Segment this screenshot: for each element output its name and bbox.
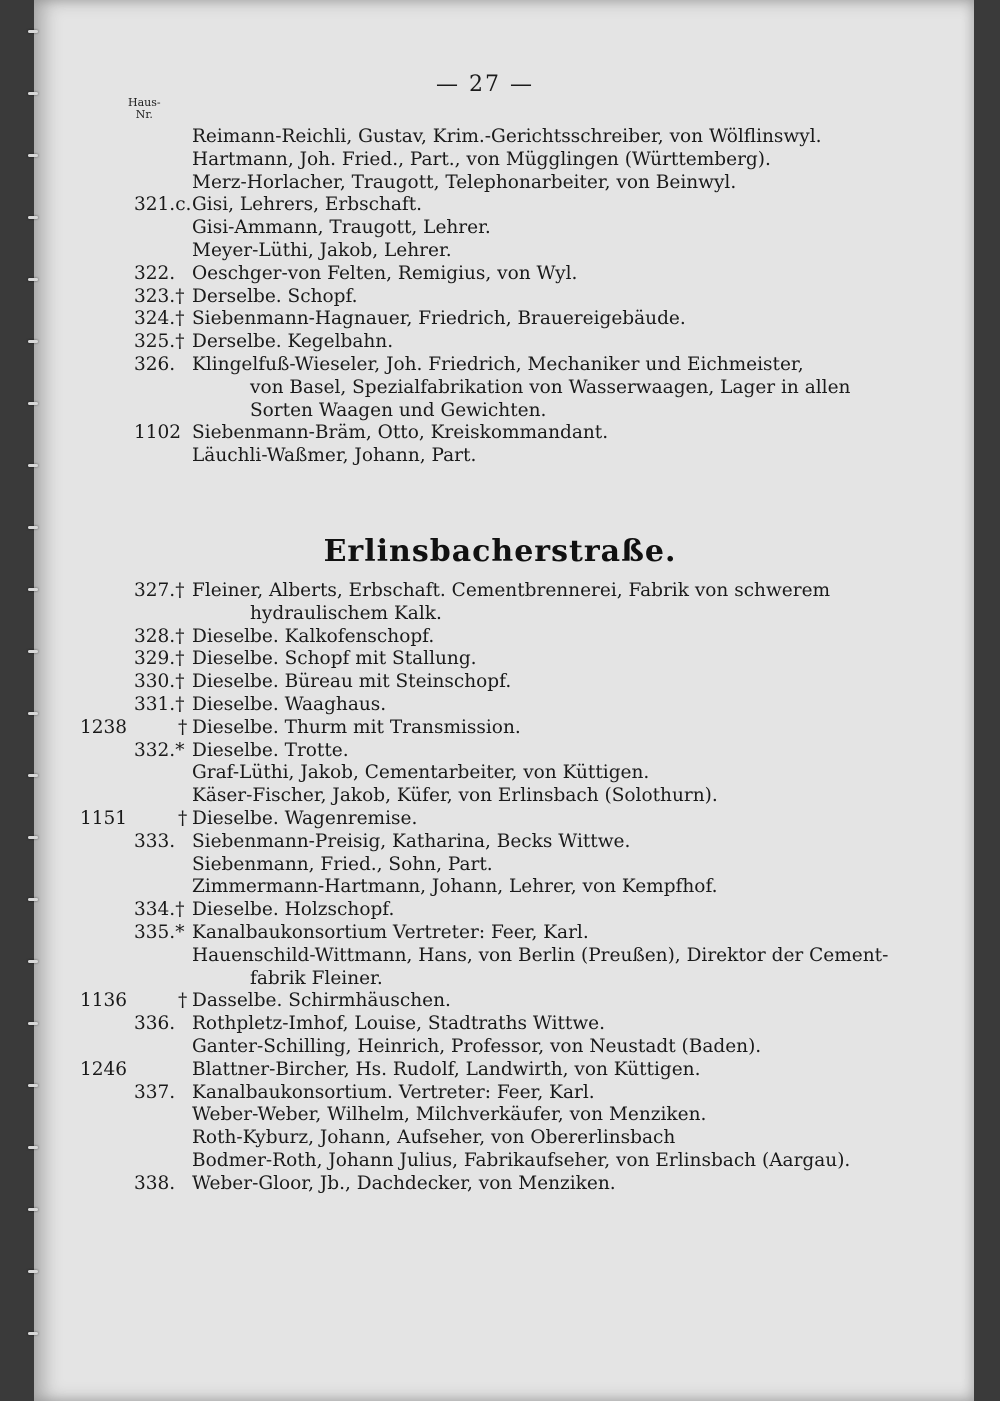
entry-number: 321.c. (134, 194, 192, 216)
entry-text: Blattner-Bircher, Hs. Rudolf, Landwirth, von Küttigen. (192, 1058, 701, 1080)
entry-text: Dieselbe. Holzschopf. (192, 899, 395, 921)
entry-text: Kanalbaukonsortium Vertreter: Feer, Karl. (192, 922, 589, 943)
house-number: 1136 (80, 990, 128, 1012)
entry-number: 330.† (134, 671, 185, 693)
entry-number: 322. (134, 262, 176, 284)
entry-text: Dieselbe. Wagenremise. (192, 808, 418, 829)
binding-stitch (28, 774, 38, 777)
entry-text: Dieselbe. Thurm mit Transmission. (192, 716, 521, 738)
binding-stitch (28, 588, 38, 591)
entry-text: Ganter-Schilling, Heinrich, Professor, von Neustadt (Baden). (192, 1036, 762, 1057)
entry-text: Hartmann, Joh. Fried., Part., von Mügglingen (Württemberg). (192, 148, 771, 170)
binding-stitch (28, 650, 38, 653)
entry-text: Hauenschild-Wittmann, Hans, von Berlin (Preußen), Direktor der Cement- (192, 944, 889, 966)
house-number: 1151 (80, 808, 128, 829)
column-header (128, 97, 161, 121)
entry-number: 337. (134, 1081, 176, 1103)
entry-text: Fleiner, Alberts, Erbschaft. Cementbrennerei, Fabrik von schwerem (192, 580, 831, 601)
binding-stitch (28, 30, 38, 33)
binding-stitch (28, 836, 38, 839)
entry-number: † (178, 716, 188, 738)
entry-text: Weber-Weber, Wilhelm, Milchverkäufer, von Menziken. (192, 1104, 707, 1126)
entry-text: Dieselbe. Waaghaus. (192, 694, 387, 715)
entry-text: Gisi-Ammann, Traugott, Lehrer. (192, 217, 491, 239)
entry-number: 333. (134, 830, 176, 852)
entry-text: Siebenmann-Bräm, Otto, Kreiskommandant. (192, 422, 609, 444)
entry-text: Käser-Fischer, Jakob, Küfer, von Erlinsbach (Solothurn). (192, 785, 718, 807)
binding-stitch (28, 1208, 38, 1211)
entry-text: Rothpletz-Imhof, Louise, Stadtraths Wittwe. (192, 1013, 606, 1035)
entry-number: 326. (134, 354, 176, 375)
entry-number: 1102 (134, 422, 182, 444)
entry-text: Zimmermann-Hartmann, Johann, Lehrer, von Kempfhof. (192, 876, 718, 898)
binding-stitch (28, 1084, 38, 1087)
page-number: — 27 — (436, 72, 534, 97)
binding-stitch (28, 712, 38, 715)
binding-stitch (28, 1332, 38, 1335)
section-title: Erlinsbacherstraße. (323, 534, 677, 569)
binding-stitch (28, 278, 38, 281)
column-header-line: Nr. (135, 108, 153, 121)
entry-text: Roth-Kyburz, Johann, Aufseher, von Obererlinsbach (192, 1127, 676, 1149)
binding-stitch (28, 898, 38, 901)
entry-number: 328.† (134, 625, 185, 647)
entry-text: Klingelfuß-Wieseler, Joh. Friedrich, Mechaniker und Eichmeister, (192, 354, 804, 375)
house-number: 1238 (80, 716, 128, 738)
binding-stitch (28, 1270, 38, 1273)
house-number: 1246 (80, 1058, 128, 1080)
column-header-line: Haus- (128, 96, 161, 109)
entry-text: Siebenmann, Fried., Sohn, Part. (192, 853, 493, 875)
entry-text: Derselbe. Schopf. (192, 285, 358, 307)
entry-text: Kanalbaukonsortium. Vertreter: Feer, Karl. (192, 1081, 595, 1103)
entry-number: 329.† (134, 648, 185, 670)
entry-number: 338. (134, 1172, 176, 1194)
entry-text: Merz-Horlacher, Traugott, Telephonarbeiter, von Beinwyl. (192, 171, 737, 193)
entry-number: 324.† (134, 308, 185, 330)
entry-text: Gisi, Lehrers, Erbschaft. (192, 194, 423, 216)
binding-stitch (28, 340, 38, 343)
binding-stitch (28, 960, 38, 963)
binding-stitch (28, 154, 38, 157)
entry-text: Dieselbe. Schopf mit Stallung. (192, 648, 477, 670)
binding-stitch (28, 402, 38, 405)
entry-text: Dieselbe. Kalkofenschopf. (192, 625, 435, 647)
entry-text: Dieselbe. Trotte. (192, 739, 349, 761)
entry-text: Läuchli-Waßmer, Johann, Part. (192, 445, 477, 467)
entry-text: Oeschger-von Felten, Remigius, von Wyl. (192, 262, 578, 284)
entry-text: Bodmer-Roth, Johann Julius, Fabrikaufseher, von Erlinsbach (Aargau). (192, 1150, 851, 1171)
entry-text: fabrik Fleiner. (250, 967, 383, 989)
binding-stitch (28, 526, 38, 529)
entry-number: 334.† (134, 899, 185, 921)
entry-text: Reimann-Reichli, Gustav, Krim.-Gerichtsschreiber, von Wölflinswyl. (192, 126, 822, 147)
entry-text: Sorten Waagen und Gewichten. (250, 399, 547, 421)
entry-number: 323.† (134, 285, 185, 307)
entry-text: Dieselbe. Büreau mit Steinschopf. (192, 671, 512, 693)
entry-number: 325.† (134, 331, 185, 353)
entry-text: Weber-Gloor, Jb., Dachdecker, von Menziken. (192, 1172, 616, 1194)
entry-number: 336. (134, 1013, 176, 1035)
entry-text: Derselbe. Kegelbahn. (192, 331, 394, 353)
entry-text: Meyer-Lüthi, Jakob, Lehrer. (192, 240, 452, 261)
entry-text: hydraulischem Kalk. (250, 602, 442, 624)
entry-text: Siebenmann-Preisig, Katharina, Becks Wittwe. (192, 830, 631, 852)
entry-number: 332.* (134, 739, 185, 761)
entry-text: Graf-Lüthi, Jakob, Cementarbeiter, von Küttigen. (192, 762, 650, 784)
binding-stitch (28, 464, 38, 467)
binding-stitch (28, 216, 38, 219)
binding-stitch (28, 1146, 38, 1149)
binding-stitch (28, 1022, 38, 1025)
entry-text: Dasselbe. Schirmhäuschen. (192, 990, 451, 1012)
entry-number: 331.† (134, 694, 185, 715)
entry-number: † (178, 808, 188, 829)
entry-number: † (178, 990, 188, 1012)
entry-number: 335.* (134, 922, 185, 943)
entry-text: Siebenmann-Hagnauer, Friedrich, Brauereigebäude. (192, 308, 686, 330)
entry-text: von Basel, Spezialfabrikation von Wasserwaagen, Lager in allen (250, 376, 851, 398)
entry-number: 327.† (134, 580, 185, 601)
